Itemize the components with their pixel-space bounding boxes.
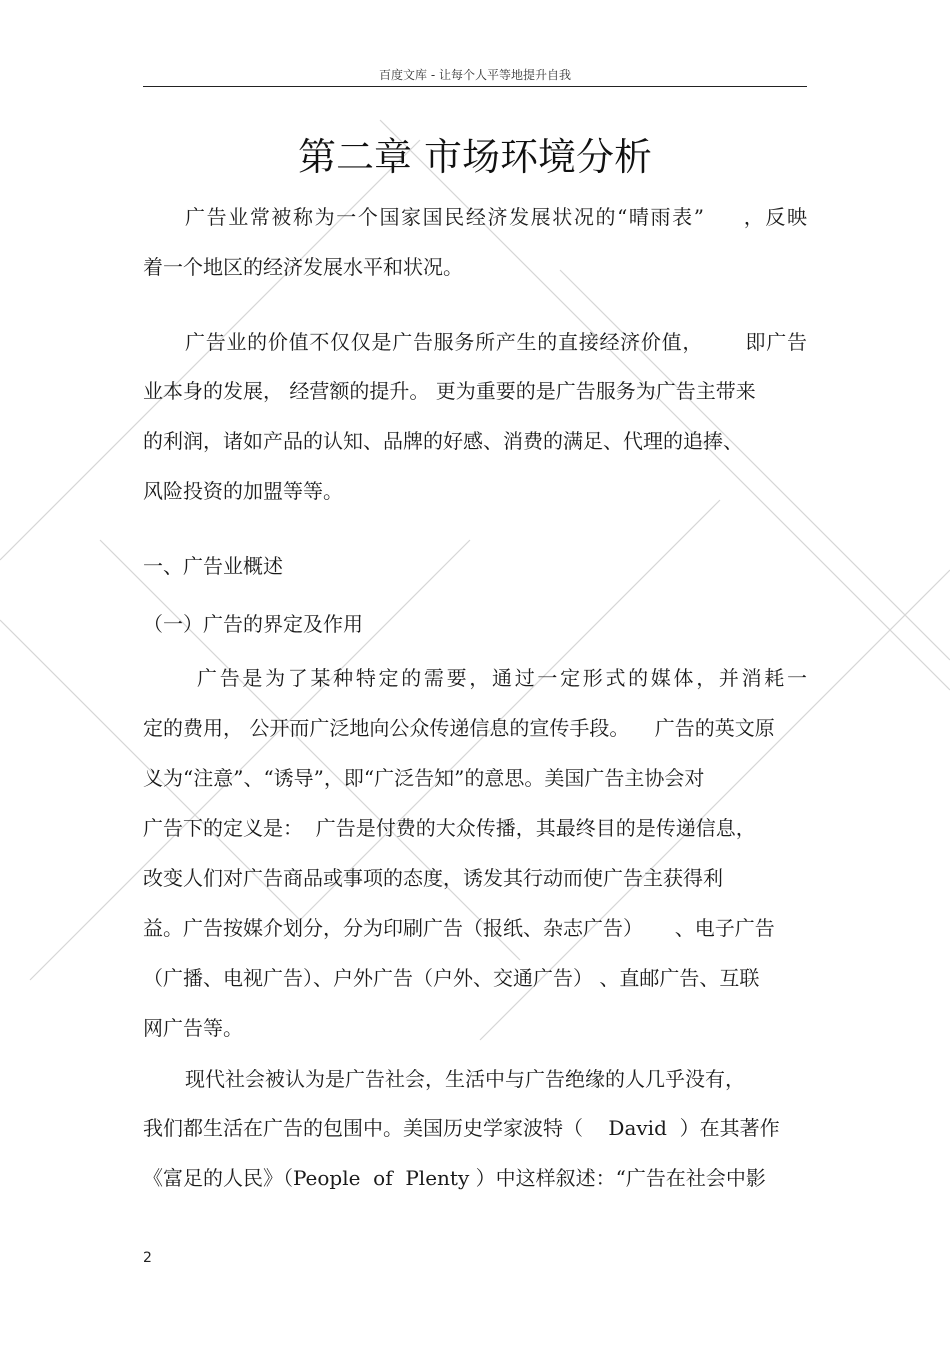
running-header: 百度文库 - 让每个人平等地提升自我: [379, 68, 571, 82]
body-text-line: 《富足的人民》（People of Plenty ）中这样叙述：“广告在社会中影: [143, 1166, 766, 1190]
body-text-line: 广告是为了某种特定的需要，通过一定形式的媒体，并消耗一: [197, 666, 807, 690]
body-text-line: 网广告等。: [143, 1016, 243, 1040]
chapter-title: 第二章 市场环境分析: [297, 135, 653, 179]
page-number: 2: [143, 1250, 152, 1266]
body-text-line: 益。广告按媒介划分，分为印刷广告（报纸、杂志广告） 、电子广告: [143, 916, 775, 940]
body-text-line: 改变人们对广告商品或事项的态度，诱发其行动而使广告主获得利: [143, 866, 723, 890]
body-text-line: 现代社会被认为是广告社会，生活中与广告绝缘的人几乎没有，: [185, 1067, 745, 1091]
header-rule: [143, 86, 807, 87]
body-text-line: 广告下的定义是： 广告是付费的大众传播，其最终目的是传递信息，: [143, 816, 756, 840]
section-heading: 一、广告业概述: [143, 554, 283, 578]
body-text-line: 的利润，诸如产品的认知、品牌的好感、消费的满足、代理的追捧、: [143, 429, 743, 453]
body-text-line: 我们都生活在广告的包围中。美国历史学家波特（ David ）在其著作: [143, 1116, 780, 1140]
body-text-line: 风险投资的加盟等等。: [143, 479, 343, 503]
subsection-heading: （一）广告的界定及作用: [143, 612, 363, 636]
body-text-line: 着一个地区的经济发展水平和状况。: [143, 255, 463, 279]
body-text-line: 业本身的发展， 经营额的提升。 更为重要的是广告服务为广告主带来: [143, 379, 756, 403]
body-text-line: 义为“注意”、“诱导”，即“广泛告知”的意思。美国广告主协会对: [143, 766, 705, 790]
body-text-line: 广告业的价值不仅仅是广告服务所产生的直接经济价值， 即广告: [185, 330, 807, 354]
body-text-line: （广播、电视广告）、户外广告（户外、交通广告） 、直邮广告、互联: [143, 966, 760, 990]
body-text-line: 广告业常被称为一个国家国民经济发展状况的“晴雨表” ，反映: [185, 205, 807, 229]
body-text-line: 定的费用， 公开而广泛地向公众传递信息的宣传手段。 广告的英文原: [143, 716, 775, 740]
